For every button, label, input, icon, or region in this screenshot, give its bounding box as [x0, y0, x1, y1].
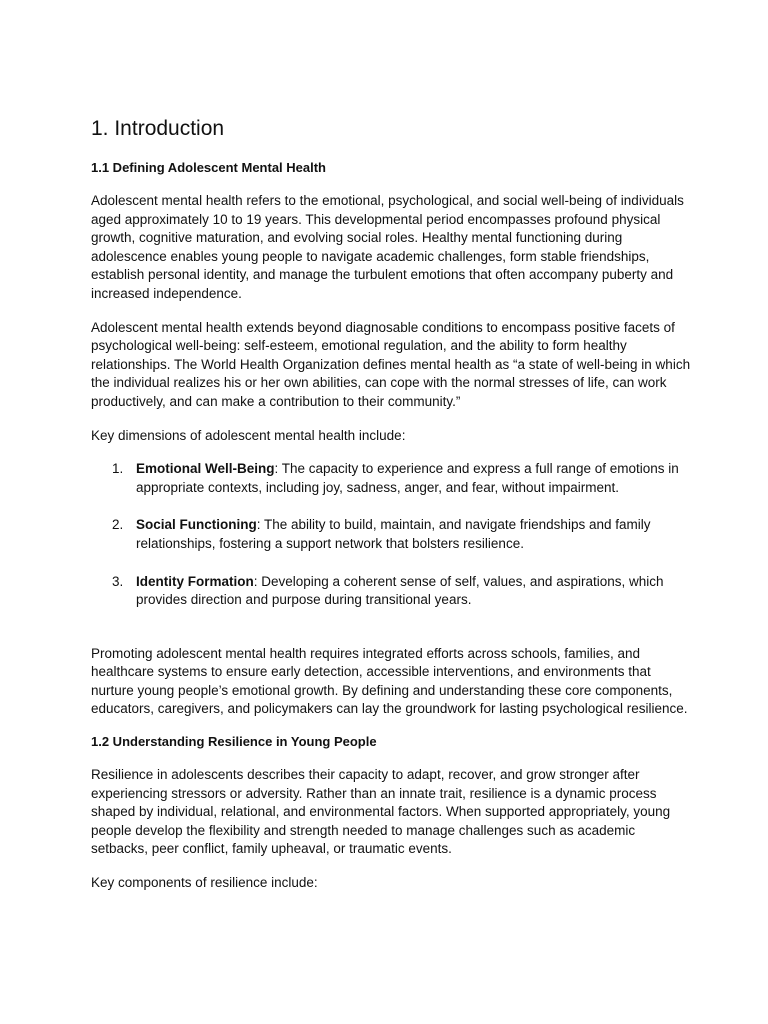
- paragraph: Resilience in adolescents describes their capacity to adapt, recover, and grow stronger after experiencing stressors or adversity. Rather than an innate trait, resilience is a dynamic process shaped by individual, relational, and environmental factors. When supported appropriately, young people develop the flexibility and strength needed to manage challenges such as academic setbacks, peer conflict, family upheaval, or traumatic events.: [91, 767, 671, 857]
- list-item: [91, 516, 691, 553]
- document-page: [91, 117, 691, 908]
- list-item: [91, 460, 691, 497]
- paragraph: Key components of resilience include:: [91, 875, 318, 891]
- list-term: Social Functioning: [136, 517, 257, 533]
- list-number: 3.: [112, 573, 124, 589]
- list-term: Identity Formation: [136, 573, 254, 589]
- section-heading: 1.1 Defining Adolescent Mental Health: [91, 160, 327, 175]
- section-heading: 1.2 Understanding Resilience in Young People: [91, 734, 377, 750]
- paragraph: Adolescent mental health refers to the emotional, psychological, and social well-being of individuals aged approximately 10 to 19 years. This developmental period encompasses profound physical growth, cognitive maturation, and evolving social roles. Healthy mental functioning during adolescence enables young people to navigate academic challenges, form stable friendships, establish personal identity, and manage the turbulent emotions that often accompany puberty and increased independence.: [91, 193, 684, 301]
- dimensions-list: [91, 460, 691, 610]
- chapter-heading: 1. Introduction: [91, 117, 225, 140]
- list-term: Emotional Well-Being: [136, 461, 275, 477]
- list-number: 1.: [112, 461, 124, 477]
- paragraph: Key dimensions of adolescent mental health include:: [91, 427, 406, 443]
- list-text: : The ability to build, maintain, and navigate friendships and family relationships, fostering a support network that bolsters resilience.: [136, 517, 651, 551]
- list-text: : The capacity to experience and express a full range of emotions in appropriate contexts, including joy, sadness, anger, and fear, without impairment.: [136, 461, 679, 495]
- list-text: : Developing a coherent sense of self, values, and aspirations, which provides direction and purpose during transitional years.: [136, 573, 664, 608]
- paragraph: Adolescent mental health extends beyond diagnosable conditions to encompass positive facets of psychological well-being: self-esteem, emotional regulation, and the ability to form healthy relationships. The World Health Organization defines mental health as “a state of well-being in which the individual realizes his or her own abilities, can cope with the normal stresses of life, can work productively, and can make a contribution to their community.”: [91, 319, 691, 409]
- paragraph: Promoting adolescent mental health requires integrated efforts across schools, families, and healthcare systems to ensure early detection, accessible interventions, and environments that nurture young people’s emotional growth. By defining and understanding these core components, educators, caregivers, and policymakers can lay the groundwork for lasting psychological resilience.: [91, 645, 688, 717]
- list-item: [91, 573, 691, 610]
- list-number: 2.: [112, 517, 124, 533]
